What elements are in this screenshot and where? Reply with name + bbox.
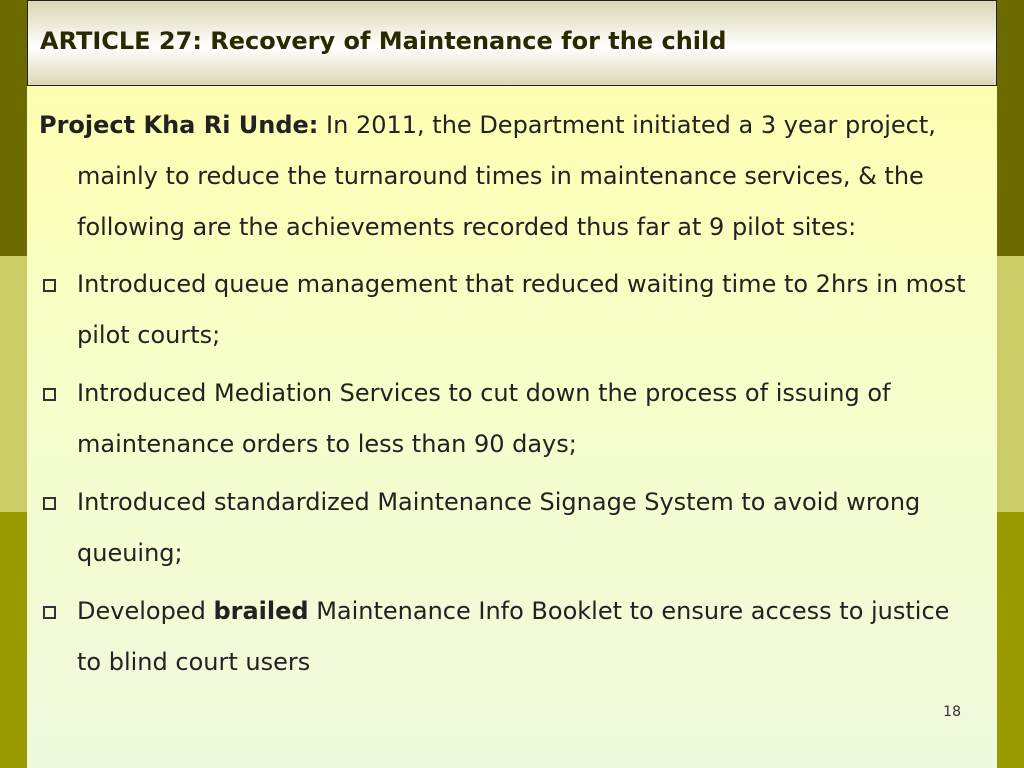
bullet-text: Developed — [77, 597, 214, 625]
left-band-middle — [0, 256, 27, 512]
list-item — [39, 259, 979, 361]
square-bullet-icon — [43, 606, 56, 619]
bullet-list — [39, 259, 979, 688]
slide-content — [39, 100, 979, 695]
bullet-emphasis: brailed — [213, 597, 309, 625]
intro-lead: Project Kha Ri Unde: — [39, 111, 319, 139]
slide-title: ARTICLE 27: Recovery of Maintenance for the child — [40, 27, 727, 55]
list-item — [39, 586, 979, 688]
intro-text: In 2011, the Department initiated a 3 year project, mainly to reduce the turnaround times in maintenance services, & the following are the achievements recorded thus far at 9 pilot sites: — [77, 111, 936, 241]
bullet-text: Introduced standardized Maintenance Signage System to avoid wrong queuing; — [77, 488, 921, 567]
bullet-text: Introduced Mediation Services to cut down the process of issuing of maintenance orders to less than 90 days; — [77, 379, 891, 458]
square-bullet-icon — [43, 279, 56, 292]
right-band-top — [997, 0, 1024, 256]
list-item — [39, 477, 979, 579]
right-band-middle — [997, 256, 1024, 512]
right-band-bottom — [997, 512, 1024, 768]
square-bullet-icon — [43, 497, 56, 510]
slide — [27, 0, 997, 768]
square-bullet-icon — [43, 388, 56, 401]
left-band-top — [0, 0, 27, 256]
intro-paragraph — [39, 100, 979, 253]
bullet-text: Introduced queue management that reduced waiting time to 2hrs in most pilot courts; — [77, 270, 966, 349]
title-bar — [27, 0, 997, 86]
page-number: 18 — [943, 704, 961, 720]
left-band-bottom — [0, 512, 27, 768]
list-item — [39, 368, 979, 470]
bullet-text-continued: Maintenance Info Booklet to ensure access to justice to blind court users — [77, 597, 950, 676]
